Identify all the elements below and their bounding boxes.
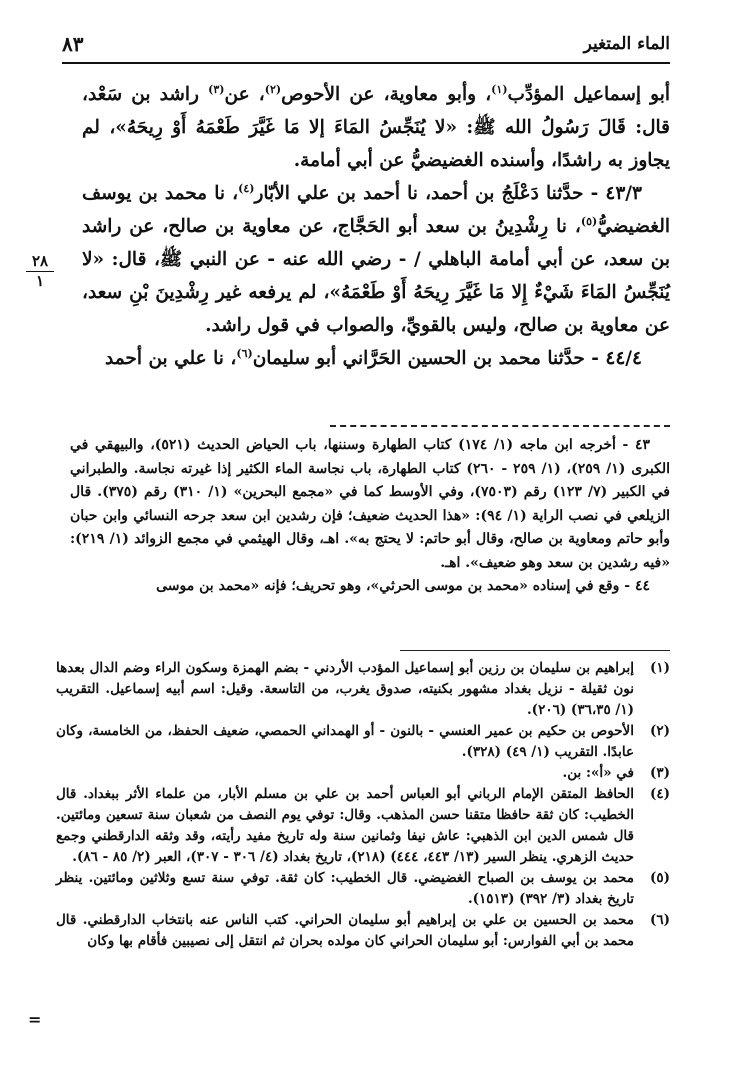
note-44: ٤٤ - وقع في إسناده «محمد بن موسى الحرثي»، وهو تحريف؛ فإنه «محمد بن موسى	[156, 578, 650, 594]
footnote-item	[56, 784, 670, 868]
page-header	[62, 30, 670, 64]
footnotes	[56, 658, 670, 952]
footnote-text: في «أ»: بن.	[562, 765, 634, 781]
footnote-number: (٢)	[649, 723, 670, 739]
footnote-ref-6: (٦)	[236, 346, 253, 360]
text-run: راشد بن سَعْد، قال: قَالَ رَسُولُ الله ﷺ: «لا يُنَجِّسُ المَاءَ إلا مَا غَيَّرَ طَعْمَهُ أَوْ رِيحَهُ»، لم يجاوز به راشدًا، وأسنده الغضيضيُّ عن أبي أمامة.	[82, 84, 670, 171]
text-run: ، نا علي بن أحمد	[105, 348, 237, 369]
footnote-number: (٥)	[649, 870, 670, 886]
paragraph-1	[82, 78, 670, 177]
text-run: ، وأبو معاوية، عن الأحوص	[281, 84, 492, 105]
footnote-ref-3: (٣)	[208, 82, 225, 96]
footnote-text: إبراهيم بن سليمان بن رزين أبو إسماعيل المؤدب الأردني - بضم الهمزة وسكون الراء وضم الدال بعدها نون ثقيلة - نزيل بغداد مشهور بكنيته، صدوق يغرب، من التاسعة. وقيل: اسم أبيه إسماعيل. التقريب (١/ ٣٦،٣٥) (٢٠٦).	[56, 660, 634, 718]
text-run: ، نا رِشْدِينُ بن سعد أبو الحَجَّاج، عن معاوية بن صالح، عن راشد بن سعد، عن أبي أمامة الباهلي / - رضي الله عنه - عن النبي ﷺ، قال: «لا يُنَجِّسُ المَاءَ شَيْءٌ إِلا مَا غَيَّرَ رِيحَهُ أَوْ طَعْمَهُ»، لم يرفعه غير رِشْدِينَ بْنِ سعد، عن معاوية بن صالح، وليس بالقويِّ، والصواب في قول راشد.	[82, 216, 670, 336]
manuscript-folio-marker	[22, 254, 58, 289]
footnote-item	[56, 910, 670, 952]
note-43: ٤٣ - أخرجه ابن ماجه (١/ ١٧٤) كتاب الطهارة وسننها، باب الحياض الحديث (٥٢١)، والبيهقي في الكبرى (١/ ٢٥٩)، (١/ ٢٥٩ - ٢٦٠) كتاب الطهارة، باب نجاسة الماء الكثير إذا غيرته نجاسة. والطبراني في الكبير (٧/ ١٢٣) رقم (٧٥٠٣)، وفي الأوسط كما في «مجمع البحرين» (١/ ٣١٠) رقم (٣٧٥). قال الزيلعي في نصب الراية (١/ ٩٤): «هذا الحديث ضعيف؛ فإن رشدين ابن سعد جرحه النسائي وابن حبان وأبو حاتم ومعاوية بن صالح، وقال أبو حاتم: لا يحتج به». اهـ، وقال الهيثمي في مجمع الزوائد (١/ ٢١٩): «فيه رشدين بن سعد وهو ضعيف». اهـ.	[70, 437, 670, 571]
continuation-mark: =	[28, 1010, 42, 1029]
footnote-item	[56, 868, 670, 910]
notes-separator	[330, 425, 670, 427]
folio-number: ٢٨	[31, 252, 49, 270]
footnote-ref-5: (٥)	[580, 214, 598, 228]
footnote-text: محمد بن الحسين بن علي بن إبراهيم أبو سليمان الحراني. كتب الناس عنه بانتخاب الدارقطني. قال محمد بن أبي الفوارس: أبو سليمان الحراني كان مولده بحران ثم انتقل إلى نصيبين فأقام بها وكان	[56, 912, 634, 949]
footnote-item	[56, 721, 670, 763]
text-run: ، نا محمد بن يوسف الغضيضيُّ	[82, 183, 670, 237]
main-text	[82, 78, 670, 375]
footnote-number: (٣)	[649, 765, 670, 781]
footnote-number: (٦)	[649, 912, 670, 928]
text-run: ٤٤/٤ - حدَّثنا محمد بن الحسين الحَرَّاني أبو سليمان	[252, 348, 642, 369]
footnote-number: (٤)	[649, 786, 670, 802]
footnote-ref-4: (٤)	[238, 181, 255, 195]
footnote-text: الأحوص بن حكيم بن عمير العنسي - بالنون - أو الهمداني الحمصي، ضعيف الحفظ، من الخامسة، وكان عابدًا. التقريب (١/ ٤٩) (٣٢٨).	[56, 723, 634, 760]
footnotes-separator	[400, 650, 670, 651]
text-run: ، عن	[224, 84, 265, 105]
chapter-title: الماء المتغير	[583, 34, 670, 54]
hadith-43	[82, 177, 670, 342]
footnote-ref-1: (١)	[491, 82, 508, 96]
takhrij-notes	[70, 434, 670, 599]
footnote-text: الحافظ المتقن الإمام الرباني أبو العباس أحمد بن علي بن مسلم الأبار، من علماء الأثر ببغداد. قال الخطيب: كان ثقة حافظا متقنا حسن المذهب. وقال: توفي يوم النصف من شعبان سنة تسعين ومائتين. قال شمس الدين ابن الذهبي: عاش نيفا وثمانين سنة وله تاريخ مفيد رأيته، وقد وثقه الدارقطني وجمع حديث الزهري. ينظر السير (١٣/ ٤٤٣، ٤٤٤) (٢١٨)، تاريخ بغداد (٤/ ٣٠٦ - ٣٠٧)، العبر (٢/ ٨٥ - ٨٦).	[56, 786, 634, 865]
footnote-item	[56, 763, 670, 784]
text-run: أبو إسماعيل المؤدِّب	[507, 84, 670, 105]
text-run: ٤٣/٣ - حدَّثنا دَعْلَجُ بن أحمد، نا أحمد بن علي الأبّار	[254, 183, 642, 204]
hadith-44	[82, 342, 670, 375]
footnote-number: (١)	[649, 660, 670, 676]
page-number: ٨٣	[62, 32, 84, 56]
footnote-item	[56, 658, 670, 721]
footnote-text: محمد بن يوسف بن الصباح الغضيضي. قال الخطيب: كان ثقة. توفي سنة تسع وثلاثين ومائتين. ينظر تاريخ بغداد (٣/ ٣٩٢) (١٥١٣).	[56, 870, 634, 907]
footnote-ref-2: (٢)	[264, 82, 282, 96]
folio-side: ١	[35, 272, 45, 290]
